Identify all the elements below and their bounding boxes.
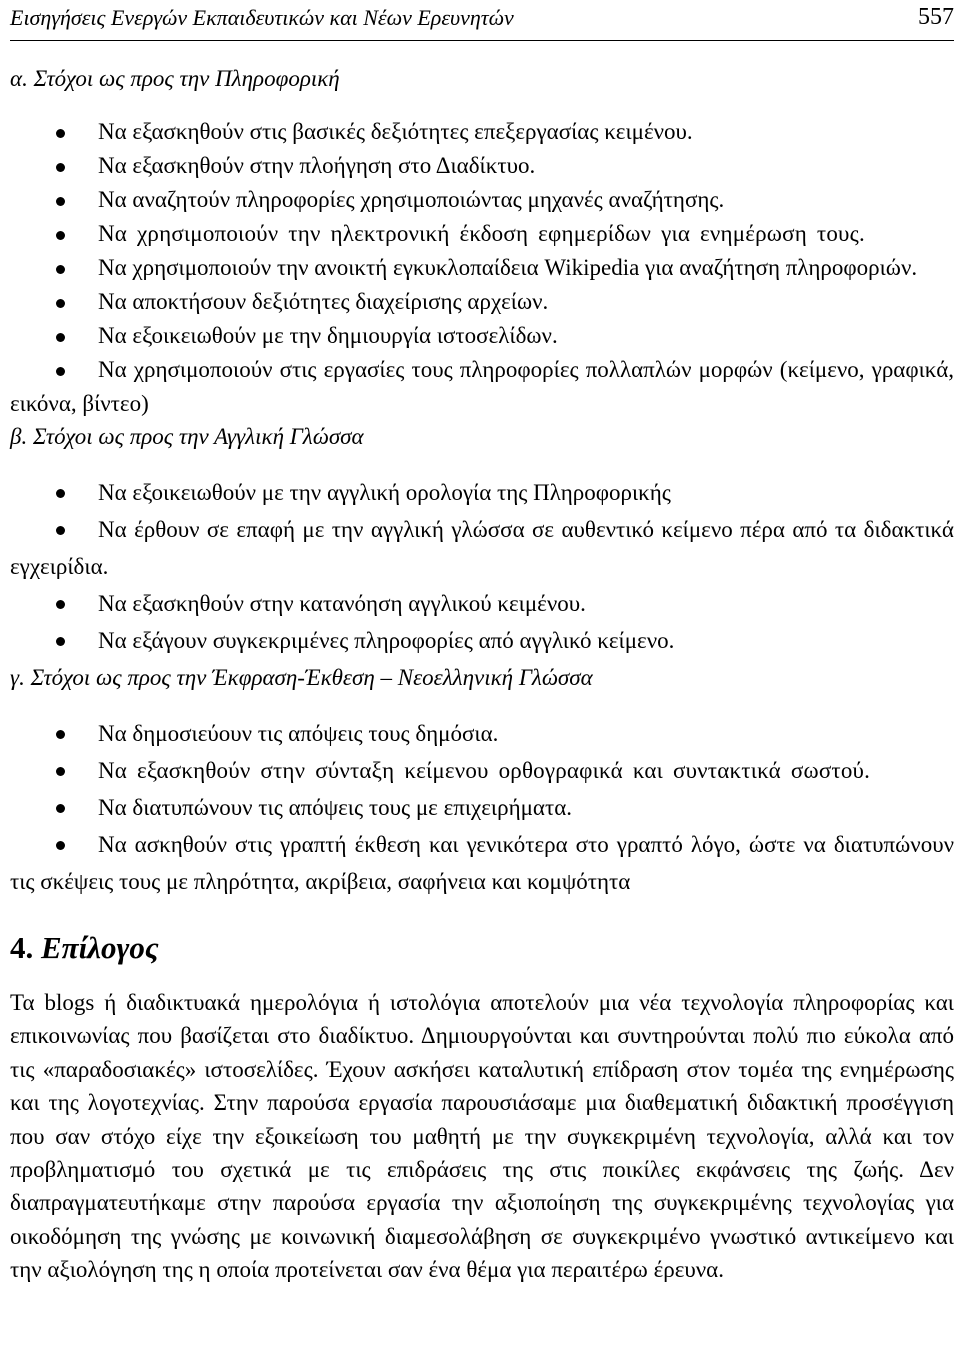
list-item: [10, 622, 954, 659]
list-item-text: Να εξασκηθούν στην σύνταξη κείμενου ορθογραφικά και συντακτικά σωστού.: [98, 758, 871, 783]
section-heading-informatics: α. Στόχοι ως προς την Πληροφορική: [10, 66, 340, 91]
list-item-text: Να χρησιμοποιούν στις εργασίες τους πληροφορίες πολλαπλών μορφών (κείμενο, γραφικά, εικόνα, βίντεο): [10, 357, 954, 416]
list-item: [10, 789, 954, 826]
list-item-text: Να δημοσιεύουν τις απόψεις τους δημόσια.: [98, 721, 499, 746]
list-item-text: Να εξασκηθούν στην κατανόηση αγγλικού κειμένου.: [98, 591, 586, 616]
list-item: [10, 251, 954, 285]
epilogue-title: Επίλογος: [41, 930, 159, 965]
bullet-icon: [56, 767, 65, 776]
bullet-icon: [56, 637, 65, 646]
running-header: [10, 0, 954, 41]
page-number: 557: [918, 4, 954, 30]
list-item: [10, 585, 954, 622]
section-heading-expression: γ. Στόχοι ως προς την Έκφραση-Έκθεση – Νεοελληνική Γλώσσα: [10, 665, 593, 690]
bullet-icon: [56, 231, 65, 240]
bullet-icon: [56, 129, 65, 138]
english-goals-list: [10, 474, 954, 659]
bullet-icon: [56, 197, 65, 206]
bullet-icon: [56, 841, 65, 850]
list-item: [10, 353, 954, 421]
bullet-icon: [56, 299, 65, 308]
list-item: [10, 183, 954, 217]
list-item: [10, 319, 954, 353]
bullet-icon: [56, 526, 65, 535]
epilogue-paragraph: Τα blogs ή διαδικτυακά ημερολόγια ή ιστολόγια αποτελούν μια νέα τεχνολογία πληροφορίας και επικοινωνίας που βασίζεται στο διαδίκτυο. Δημιουργούνται και συντηρούνται πολύ πιο εύκολα από τις «παραδοσιακές» ιστοσελίδες. Έχουν ασκήσει καταλυτική επίδραση στον τομέα της ενημέρωσης και της λογοτεχνίας. Στην παρούσα εργασία παρουσιάσαμε μια διαθεματική διδακτική προσέγγιση που σαν στόχο είχε την εξοικείωση του μαθητή με την συγκεκριμένη τεχνολογία, αλλά και τον προβληματισμό του σχετικά με τις επιδράσεις της στις ποικίλες εκφάνσεις της ζωής. Δεν διαπραγματευτήκαμε στην παρούσα εργασία την αξιοποίηση της συγκεκριμένης τεχνολογίας για οικοδόμηση της γνώσης με κοινωνική διαμεσολάβηση σε συγκεκριμένο γνωστικό αντικείμενο και την αξιολόγηση της η οποία προτείνεται σαν ένα θέμα για περαιτέρω έρευνα.: [10, 990, 954, 1283]
bullet-icon: [56, 367, 65, 376]
list-item-text: Να έρθουν σε επαφή με την αγγλική γλώσσα σε αυθεντικό κείμενο πέρα από τα διδακτικά εγχειρίδια.: [10, 517, 954, 579]
list-item: [10, 115, 954, 149]
epilogue-number: 4.: [10, 930, 34, 965]
list-item: [10, 474, 954, 511]
list-item-text: Να αναζητούν πληροφορίες χρησιμοποιώντας μηχανές αναζήτησης.: [98, 187, 725, 212]
list-item: [10, 285, 954, 319]
bullet-icon: [56, 600, 65, 609]
list-item: [10, 511, 954, 585]
bullet-icon: [56, 730, 65, 739]
bullet-icon: [56, 163, 65, 172]
list-item-text: Να αποκτήσουν δεξιότητες διαχείρισης αρχείων.: [98, 289, 549, 314]
informatics-goals-list: [10, 115, 954, 421]
epilogue-heading: [10, 928, 954, 968]
list-item-text: Να χρησιμοποιούν την ανοικτή εγκυκλοπαίδεια Wikipedia για αναζήτηση πληροφοριών.: [98, 255, 918, 280]
list-item: [10, 715, 954, 752]
document-page: [10, 0, 954, 1287]
list-item-text: Να εξασκηθούν στην πλοήγηση στο Διαδίκτυο.: [98, 153, 536, 178]
expression-goals-list: [10, 715, 954, 900]
list-item-text: Να εξοικειωθούν με την αγγλική ορολογία της Πληροφορικής: [98, 480, 671, 505]
list-item-text: Να χρησιμοποιούν την ηλεκτρονική έκδοση εφημερίδων για ενημέρωση τους.: [98, 221, 865, 246]
list-item-text: Να εξασκηθούν στις βασικές δεξιότητες επεξεργασίας κειμένου.: [98, 119, 693, 144]
list-item: [10, 752, 954, 789]
list-item-text: Να εξοικειωθούν με την δημιουργία ιστοσελίδων.: [98, 323, 558, 348]
list-item-text: Να ασκηθούν στις γραπτή έκθεση και γενικότερα στο γραπτό λόγο, ώστε να διατυπώνουν τις σκέψεις τους με πληρότητα, ακρίβεια, σαφήνεια και κομψότητα: [10, 832, 954, 894]
bullet-icon: [56, 333, 65, 342]
bullet-icon: [56, 265, 65, 274]
bullet-icon: [56, 804, 65, 813]
list-item-text: Να εξάγουν συγκεκριμένες πληροφορίες από αγγλικό κείμενο.: [98, 628, 675, 653]
list-item: [10, 217, 954, 251]
list-item-text: Να διατυπώνουν τις απόψεις τους με επιχειρήματα.: [98, 795, 573, 820]
list-item: [10, 826, 954, 900]
section-heading-english: β. Στόχοι ως προς την Αγγλική Γλώσσα: [10, 424, 364, 449]
header-title: Εισηγήσεις Ενεργών Εκπαιδευτικών και Νέων Ερευνητών: [10, 5, 514, 30]
list-item: [10, 149, 954, 183]
bullet-icon: [56, 489, 65, 498]
